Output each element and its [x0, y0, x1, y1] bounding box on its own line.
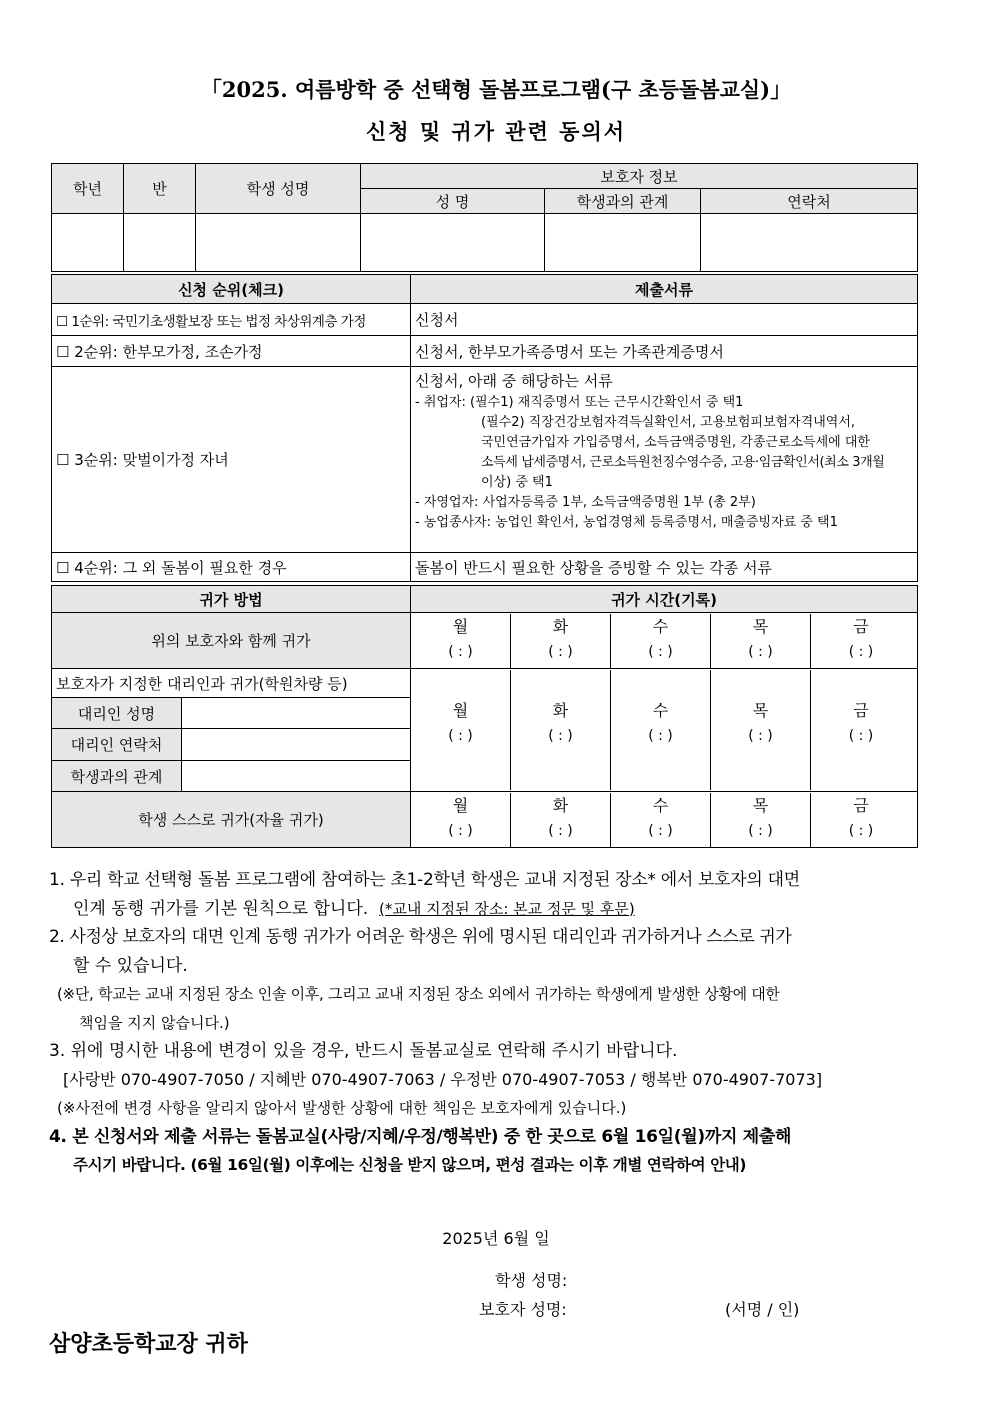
day-fri-proxy: 금: [853, 701, 869, 720]
checkbox-priority-2[interactable]: ☐: [56, 342, 70, 361]
addressee: 삼양초등학교장 귀하: [49, 1331, 248, 1357]
day-thu: 목: [752, 616, 769, 636]
guardian-time-row: [411, 613, 918, 669]
priority-row-3: [52, 367, 918, 553]
documents-3-line2: (필수2) 직장건강보험자격득실확인서, 고용보험피보험자격내역서,: [481, 415, 856, 430]
documents-header: 제출서류: [411, 275, 918, 304]
time-input-guardian-fri[interactable]: ( : ): [848, 643, 874, 660]
notes-section: [49, 866, 929, 1180]
day-thu-proxy: 목: [752, 701, 769, 720]
proxy-contact-label: 대리인 연락처: [52, 729, 182, 761]
return-method-table: [51, 585, 918, 848]
note-4: 4. 본 신청서와 제출 서류는 돌봄교실(사랑/지혜/우정/행복반) 중 한 곳으로 6월 16일(월)까지 제출해: [49, 1126, 792, 1147]
contact-field[interactable]: [701, 214, 918, 272]
time-input-self-fri[interactable]: ( : ): [848, 822, 874, 839]
documents-3-selfemployed: - 자영업자: 사업자등록증 1부, 소득금액증명원 1부 (총 2부): [415, 495, 756, 510]
time-input-guardian-tue[interactable]: ( : ): [548, 643, 573, 660]
day-wed: 수: [652, 616, 669, 636]
time-input-guardian-thu[interactable]: ( : ): [748, 643, 773, 660]
day-fri: 금: [853, 616, 869, 636]
form-subtitle: 신청 및 귀가 관련 동의서: [365, 119, 627, 144]
documents-3-line4: 소득세 납세증명서, 근로소득원천징수영수증, 고용·임금확인서(최소 3개월: [481, 455, 885, 470]
time-input-guardian-wed[interactable]: ( : ): [648, 643, 673, 660]
time-input-proxy-thu[interactable]: ( : ): [748, 728, 773, 744]
priority-row-4: [52, 553, 918, 582]
checkbox-priority-3[interactable]: ☐: [56, 451, 70, 469]
relationship-header: 학생과의 관계: [545, 189, 701, 214]
self-time-row: [411, 792, 918, 848]
documents-3-intro: 신청서, 아래 중 해당하는 서류: [415, 372, 613, 390]
documents-3-line5: 이상) 중 택1: [481, 475, 553, 490]
note-1-cont: 인계 동행 귀가를 기본 원칙으로 합니다.: [73, 898, 369, 919]
return-method-header: 귀가 방법: [52, 586, 411, 613]
contact-header: 연락처: [701, 189, 918, 214]
grade-header: 학년: [52, 164, 124, 214]
day-thu-self: 목: [752, 795, 769, 815]
time-input-proxy-mon[interactable]: ( : ): [448, 728, 473, 744]
guardian-signature-label: 보호자 성명:: [479, 1300, 567, 1319]
note-3: 3. 위에 명시한 내용에 변경이 있을 경우, 반드시 돌봄교실로 연락해 주시기 바랍니다.: [49, 1041, 678, 1061]
grade-field[interactable]: [52, 214, 124, 272]
time-input-proxy-wed[interactable]: ( : ): [648, 728, 673, 744]
time-input-self-tue[interactable]: ( : ): [548, 822, 573, 839]
method-guardian: 위의 보호자와 함께 귀가: [52, 613, 411, 669]
note-1-designated-place: (*교내 지정된 장소: 본교 정문 및 후문): [379, 899, 635, 918]
time-input-self-mon[interactable]: ( : ): [448, 822, 473, 839]
class-header: 반: [124, 164, 196, 214]
note-2-cont: 할 수 있습니다.: [73, 955, 188, 976]
documents-3: [411, 367, 918, 553]
day-mon-self: 월: [452, 795, 469, 815]
guardian-name-header: 성 명: [361, 189, 545, 214]
student-name-field[interactable]: [196, 214, 361, 272]
form-title: 「2025. 여름방학 중 선택형 돌봄프로그램(구 초등돌봄교실)」: [200, 77, 792, 102]
method-proxy: 보호자가 지정한 대리인과 귀가(학원차량 등): [52, 669, 411, 698]
day-mon-proxy: 월: [452, 701, 469, 720]
note-2: 2. 사정상 보호자의 대면 인계 동행 귀가가 어려운 학생은 위에 명시된 대리인과 귀가하거나 스스로 귀가: [49, 927, 792, 947]
documents-3-line3: 국민연금가입자 가입증명서, 소득금액증명원, 각종근로소득세에 대한: [481, 435, 870, 450]
proxy-name-field[interactable]: [182, 698, 411, 729]
priority-header: 신청 순위(체크): [52, 275, 411, 304]
priority-row-1: [52, 304, 918, 336]
note-2-disclaimer-cont: 책임을 지지 않습니다.): [79, 1013, 230, 1032]
proxy-contact-field[interactable]: [182, 729, 411, 761]
time-input-self-wed[interactable]: ( : ): [648, 822, 673, 839]
priority-label-4: 4순위: 그 외 돌봄이 필요한 경우: [74, 558, 287, 577]
priority-label-2: 2순위: 한부모가정, 조손가정: [74, 342, 263, 361]
documents-3-employee: - 취업자: (필수1) 재직증명서 또는 근무시간확인서 중 택1: [415, 395, 744, 410]
guardian-info-header: 보호자 정보: [361, 164, 918, 189]
time-input-self-thu[interactable]: ( : ): [748, 822, 773, 839]
checkbox-priority-4[interactable]: ☐: [56, 558, 70, 577]
day-mon: 월: [452, 616, 469, 636]
guardian-name-field[interactable]: [361, 214, 545, 272]
time-input-proxy-tue[interactable]: ( : ): [548, 728, 573, 744]
priority-label-3: 3순위: 맞벌이가정 자녀: [74, 451, 229, 469]
note-2-disclaimer: (※단, 학교는 교내 지정된 장소 인솔 이후, 그리고 교내 지정된 장소 외에서 귀가하는 학생에게 발생한 상황에 대한: [57, 985, 780, 1003]
student-info-table: [51, 163, 918, 272]
note-3-disclaimer: (※사전에 변경 사항을 알리지 않아서 발생한 상황에 대한 책임은 보호자에게 있습니다.): [57, 1099, 627, 1117]
proxy-relationship-label: 학생과의 관계: [52, 761, 182, 792]
class-field[interactable]: [124, 214, 196, 272]
documents-2: 신청서, 한부모가족증명서 또는 가족관계증명서: [411, 336, 918, 367]
student-signature-label: 학생 성명:: [495, 1271, 568, 1290]
proxy-time-row: [411, 669, 918, 792]
method-self: 학생 스스로 귀가(자율 귀가): [52, 792, 411, 848]
documents-1: 신청서: [411, 304, 918, 336]
day-tue: 화: [552, 616, 569, 636]
relationship-field[interactable]: [545, 214, 701, 272]
day-tue-self: 화: [552, 795, 569, 815]
priority-label-1: 1순위: 국민기초생활보장 또는 법정 차상위계층 가정: [71, 313, 366, 330]
note-1: 1. 우리 학교 선택형 돌봄 프로그램에 참여하는 초1-2학년 학생은 교내 지정된 장소* 에서 보호자의 대면: [49, 870, 800, 890]
return-time-header: 귀가 시간(기록): [411, 586, 918, 613]
documents-3-farmer: - 농업종사자: 농업인 확인서, 농업경영체 등록증명서, 매출증빙자료 중 택1: [415, 515, 838, 530]
time-input-guardian-mon[interactable]: ( : ): [448, 643, 473, 660]
seal-label[interactable]: (서명 / 인): [725, 1300, 800, 1319]
checkbox-priority-1[interactable]: ☐: [56, 313, 68, 330]
day-fri-self: 금: [853, 795, 869, 815]
date-line: 2025년 6월 일: [442, 1229, 550, 1248]
note-3-phones: [사랑반 070-4907-7050 / 지혜반 070-4907-7063 / 우정반 070-4907-7053 / 행복반 070-4907-7073]: [63, 1069, 823, 1089]
proxy-relationship-field[interactable]: [182, 761, 411, 792]
proxy-name-label: 대리인 성명: [52, 698, 182, 729]
time-input-proxy-fri[interactable]: ( : ): [848, 728, 874, 744]
student-name-header: 학생 성명: [196, 164, 361, 214]
day-tue-proxy: 화: [552, 701, 569, 720]
note-4-cont: 주시기 바랍니다. (6월 16일(월) 이후에는 신청을 받지 않으며, 편성 결과는 이후 개별 연락하여 안내): [73, 1156, 747, 1174]
documents-4: 돌봄이 반드시 필요한 상황을 증빙할 수 있는 각종 서류: [411, 553, 918, 582]
priority-row-2: [52, 336, 918, 367]
priority-table: [51, 274, 918, 582]
day-wed-proxy: 수: [652, 701, 669, 720]
day-wed-self: 수: [652, 795, 669, 815]
